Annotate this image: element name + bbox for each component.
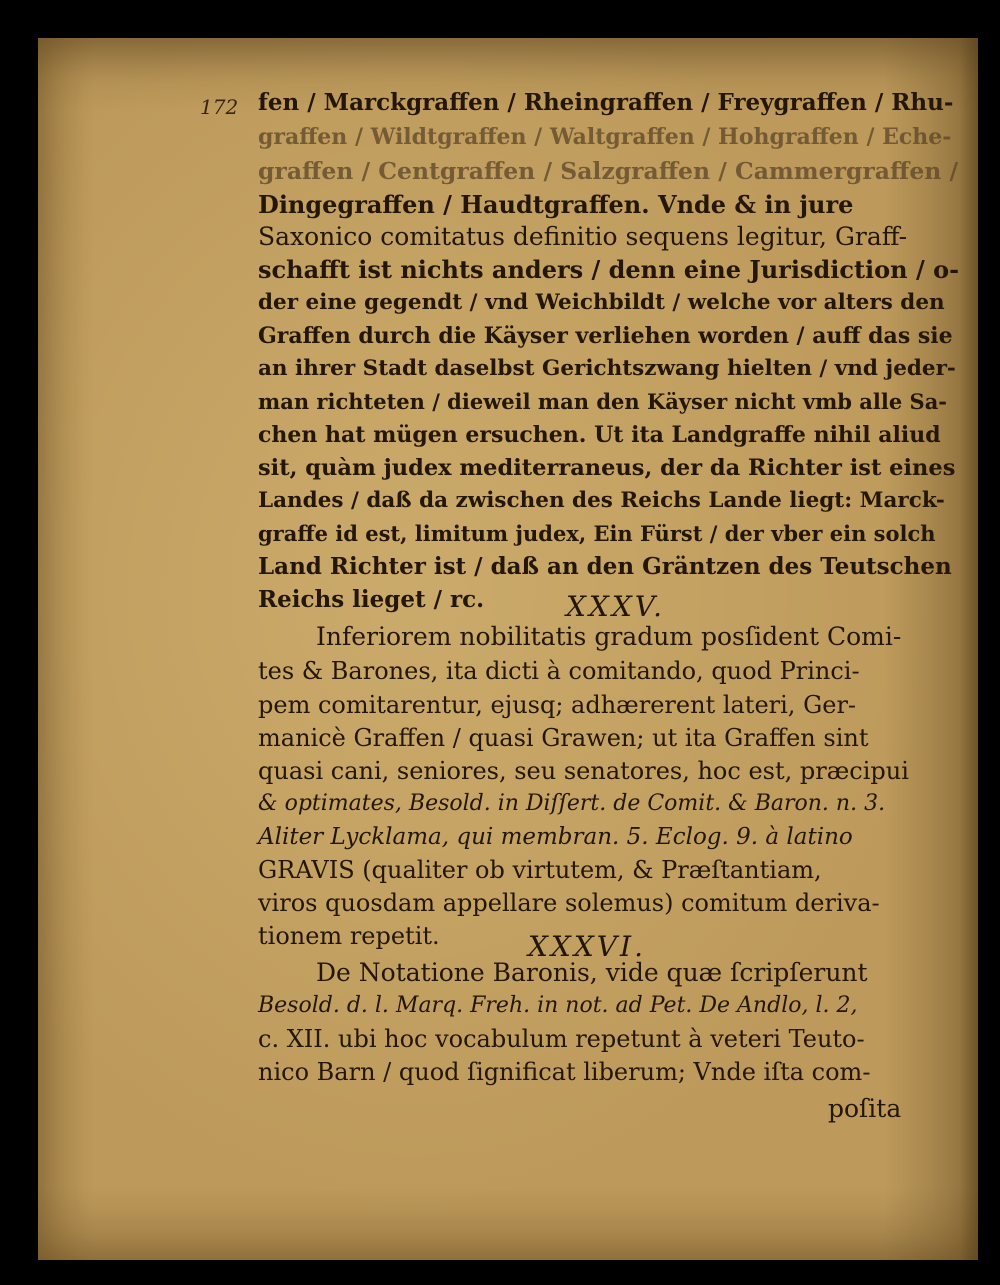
bleed-through-shadow — [38, 38, 978, 78]
page-edge-shadow — [960, 38, 978, 1260]
text-line: Besold. d. l. Marq. Freh. in not. ad Pet. De Andlo, l. 2, — [258, 993, 858, 1018]
text-line: Dingegraffen / Haudtgraffen. Vnde & in jure — [258, 190, 854, 219]
text-line: sit, quàm judex mediterraneus, der da Richter ist eines — [258, 455, 956, 481]
text-line: & optimates, Besold. in Diſſert. de Comit. & Baron. n. 3. — [258, 791, 886, 816]
text-line: manicè Graffen / quasi Grawen; ut ita Graffen sint — [258, 724, 869, 752]
text-line: schafft ist nichts anders / denn eine Jurisdiction / o- — [258, 255, 960, 284]
text-line: De Notatione Baronis, vide quæ ſcripſerunt — [316, 958, 868, 987]
text-line: Graffen durch die Käyser verliehen worden / auff das sie — [258, 323, 953, 349]
text-line: Inferiorem nobilitatis gradum posſident Comi- — [316, 622, 902, 651]
catchword: poſita — [828, 1094, 902, 1123]
text-line: pem comitarentur, ejusq; adhærerent lateri, Ger- — [258, 691, 857, 719]
text-line: GRAVIS (qualiter ob virtutem, & Præſtantiam, — [258, 856, 822, 884]
text-line: an ihrer Stadt daselbst Gerichtszwang hielten / vnd jeder- — [258, 356, 956, 381]
text-line: quasi cani, seniores, seu senatores, hoc est, præcipui — [258, 757, 909, 785]
text-line: man richteten / dieweil man den Käyser nicht vmb alle Sa- — [258, 389, 948, 414]
text-line: Aliter Lycklama, qui membran. 5. Eclog. 9. à latino — [258, 824, 853, 850]
text-line: graffen / Wildtgraffen / Waltgraffen / Hohgraffen / Eche- — [258, 124, 952, 150]
section-heading-xxxv: XXXV. — [566, 590, 666, 623]
text-line: fen / Marckgraffen / Rheingraffen / Freygraffen / Rhu- — [258, 89, 954, 116]
text-line: graffen / Centgraffen / Salzgraffen / Cammergraffen / — [258, 157, 959, 185]
page-number: 172 — [200, 95, 239, 119]
text-line: viros quosdam appellare solemus) comitum deriva- — [258, 889, 880, 917]
text-line: chen hat mügen ersuchen. Ut ita Landgraffe nihil aliud — [258, 422, 941, 448]
text-line: Landes / daß da zwischen des Reichs Lande liegt: Marck- — [258, 488, 945, 513]
text-line: c. XII. ubi hoc vocabulum repetunt à veteri Teuto- — [258, 1025, 865, 1053]
text-line: Saxonico comitatus definitio sequens legitur, Graff- — [258, 222, 908, 251]
text-line: Reichs lieget / rc. — [258, 586, 485, 613]
text-line: tes & Barones, ita dicti à comitando, quod Princi- — [258, 657, 860, 685]
text-line: Land Richter ist / daß an den Gräntzen des Teutschen — [258, 553, 952, 580]
text-line: tionem repetit. — [258, 922, 440, 950]
section-heading-xxxvi: XXXVI. — [528, 930, 646, 963]
text-line: nico Barn / quod ſignificat liberum; Vnde iſta com- — [258, 1058, 871, 1086]
text-line: graffe id est, limitum judex, Ein Fürst / der vber ein solch — [258, 521, 936, 546]
text-line: der eine gegendt / vnd Weichbildt / welche vor alters den — [258, 290, 945, 315]
